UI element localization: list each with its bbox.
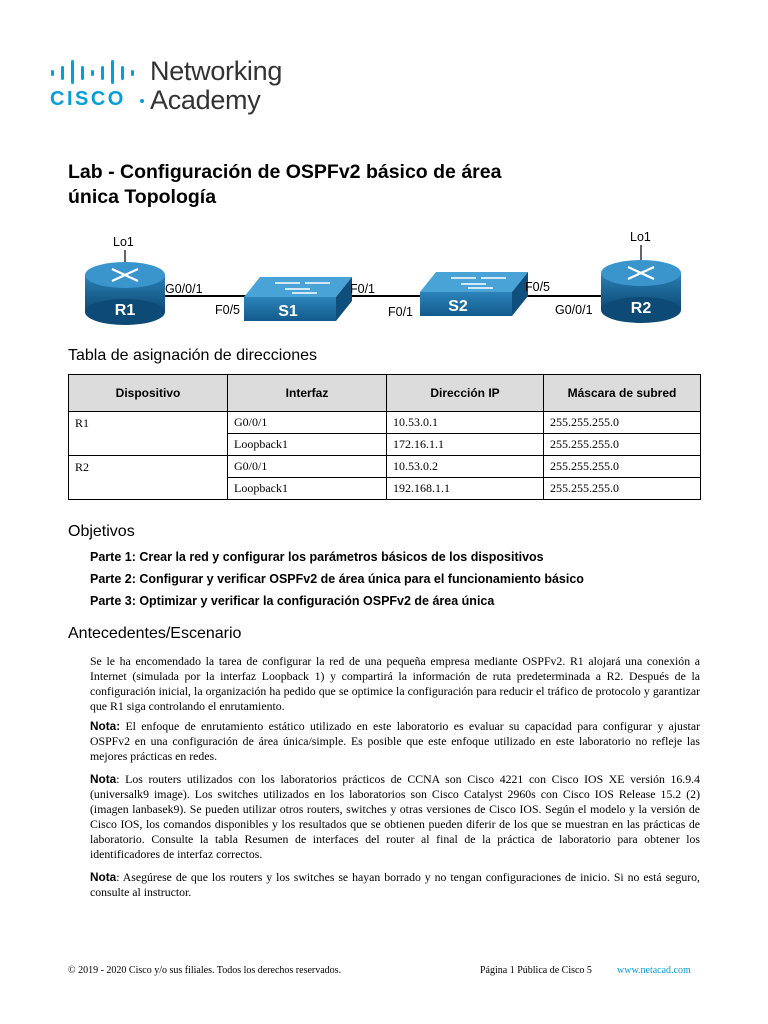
r1-label: R1 <box>114 302 136 319</box>
cell-interface: Loopback1 <box>228 478 387 500</box>
note-label: Nota: <box>90 719 121 733</box>
logo-academy-text: Academy <box>150 85 261 115</box>
background-heading: Antecedentes/Escenario <box>68 625 242 642</box>
page-title <box>68 160 668 210</box>
logo-dot <box>140 99 144 103</box>
table-header-row <box>69 375 701 412</box>
objectives-list <box>90 549 710 615</box>
r2-g001-label: G0/0/1 <box>555 303 593 317</box>
cisco-wordmark: CISCO <box>50 88 126 110</box>
cell-interface: G0/0/1 <box>228 412 387 434</box>
cell-mask: 255.255.255.0 <box>544 456 701 478</box>
switch-s1 <box>244 277 352 321</box>
cell-ip: 10.53.0.2 <box>387 456 544 478</box>
cisco-bars-icon <box>50 60 142 84</box>
cell-interface: Loopback1 <box>228 434 387 456</box>
title-line-1: Lab - Configuración de OSPFv2 básico de área <box>68 161 502 183</box>
router-r1 <box>85 262 165 325</box>
addressing-table <box>68 374 701 500</box>
cell-ip: 192.168.1.1 <box>387 478 544 500</box>
cell-device: R2 <box>69 456 228 500</box>
cell-mask: 255.255.255.0 <box>544 434 701 456</box>
title-line-2: única Topología <box>68 186 217 208</box>
s2-f01-label: F0/1 <box>388 305 414 319</box>
addressing-table-heading: Tabla de asignación de direcciones <box>68 347 318 364</box>
cell-ip: 10.53.0.1 <box>387 412 544 434</box>
r2-lo1-label: Lo1 <box>630 230 651 244</box>
background-paragraph: Se le ha encomendado la tarea de configurar la red de una pequeña empresa mediante OSPFv2. R1 alojará una conexión a Internet (simulada por la interfaz Loopback 1) y compartirá la información de ruta predeterminada a R2. Después de la configuración inicial, la organización ha pedido que se optimice la configuración para reducir el tráfico de protocolo y garantizar que R1 siga controlando el enrutamiento. <box>90 654 700 713</box>
note-3-text: : Asegúrese de que los routers y los switches se hayan borrado y no tengan configuraciones de inicio. Si no está seguro, consulte al instructor. <box>90 870 700 899</box>
col-header-device: Dispositivo <box>69 375 228 412</box>
footer-copyright: © 2019 - 2020 Cisco y/o sus filiales. Todos los derechos reservados. <box>68 965 342 976</box>
logo-networking-text: Networking <box>150 56 283 86</box>
switch-s2 <box>420 272 528 316</box>
table-row <box>69 456 701 478</box>
cisco-networking-academy-logo <box>50 58 300 118</box>
topology-diagram <box>60 225 710 335</box>
note-2 <box>90 772 700 862</box>
footer-page: Página 1 Pública de Cisco 5 <box>480 965 592 976</box>
r1-g001-label: G0/0/1 <box>165 282 203 296</box>
s2-f05-label: F0/5 <box>525 280 551 294</box>
note-1 <box>90 719 700 764</box>
cell-mask: 255.255.255.0 <box>544 412 701 434</box>
cell-interface: G0/0/1 <box>228 456 387 478</box>
objective-part-3: Parte 3: Optimizar y verificar la configuración OSPFv2 de área única <box>90 594 495 608</box>
cell-mask: 255.255.255.0 <box>544 478 701 500</box>
note-2-text: : Los routers utilizados con los laboratorios prácticos de CCNA son Cisco 4221 con Cisco IOS XE versión 16.9.4 (universalk9 image). Los switches utilizados en los laboratorios son Cisco Catalyst 2960s con Cisco IOS Release 15.2 (2) (imagen lanbasek9). Se pueden utilizar otros routers, switches y otras versiones de Cisco IOS. Según el modelo y la versión de Cisco IOS, los comandos disponibles y los resultados que se obtienen pueden diferir de los que se muestran en las prácticas de laboratorio. Consulte la tabla Resumen de interfaces del router al final de la práctica de laboratorio para obtener los identificadores de interfaz correctos. <box>90 772 700 861</box>
cell-device: R1 <box>69 412 228 456</box>
objective-part-1: Parte 1: Crear la red y configurar los parámetros básicos de los dispositivos <box>90 550 544 564</box>
table-row <box>69 412 701 434</box>
note-3 <box>90 870 700 900</box>
s1-f01-label: F0/1 <box>350 282 376 296</box>
objective-part-2: Parte 2: Configurar y verificar OSPFv2 de área única para el funcionamiento básico <box>90 572 584 586</box>
note-1-text: El enfoque de enrutamiento estático utilizado en este laboratorio es evaluar su capacidad para configurar y ajustar OSPFv2 en una configuración de área única/simple. Es posible que este enfoque utilizado en este laboratorio no refleje las mejores prácticas en redes. <box>90 719 700 763</box>
note-label: Nota <box>90 772 117 786</box>
footer-link[interactable]: www.netacad.com <box>617 965 691 976</box>
objectives-heading: Objetivos <box>68 523 135 540</box>
s1-label: S1 <box>278 303 298 320</box>
note-label: Nota <box>90 870 117 884</box>
router-r2 <box>601 260 681 323</box>
s1-f05-label: F0/5 <box>215 303 241 317</box>
cell-ip: 172.16.1.1 <box>387 434 544 456</box>
col-header-ip: Dirección IP <box>387 375 544 412</box>
r1-lo1-label: Lo1 <box>113 235 134 249</box>
col-header-mask: Máscara de subred <box>544 375 701 412</box>
s2-label: S2 <box>448 298 468 315</box>
r2-label: R2 <box>630 300 652 317</box>
col-header-interface: Interfaz <box>228 375 387 412</box>
